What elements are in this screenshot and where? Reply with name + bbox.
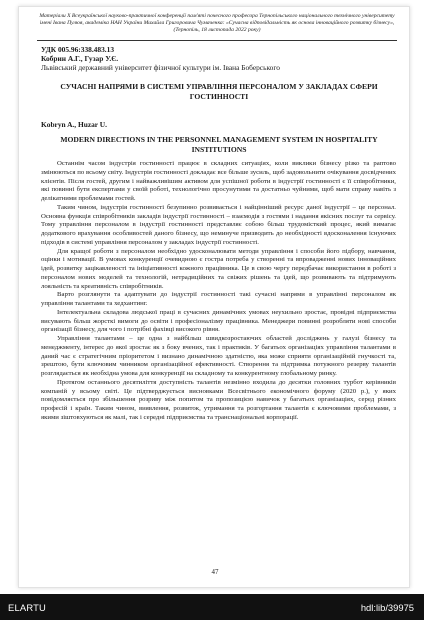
page-number: 47 bbox=[211, 568, 219, 576]
udc-code: УДК 005.96:338.483.13 bbox=[41, 45, 115, 54]
authors-ua: Кобрин А.Г., Гузар У.Є. bbox=[41, 54, 119, 64]
paragraph: Таким чином, індустрія гостинності безупинно розвивається і найцінніший ресурс даної індустрії – це персонал. Основна функція співробітників закладів індустрії гостинності – взаємодія з гостями і надання якісних послуг та сервісу. Тому управління персоналом в індустрії гостинності представляє собою більш трудомісткий процес, який вимагає додаткового врахування особливостей даного бізнесу, що неминуче призводить до необхідності вдосконалення існуючих підходів в системі управління персоналом у закладах індустрії гостинності. bbox=[41, 203, 396, 246]
paragraph: Варто розглянути та адаптувати до індустрії гостинності такі сучасні напрями в управлінні персоналом як управління талантами та хедхантинг. bbox=[41, 291, 396, 307]
title-ua: СУЧАСНІ НАПРЯМИ В СИСТЕМІ УПРАВЛІННЯ ПЕРСОНАЛОМ У ЗАКЛАДАХ СФЕРИ ГОСТИННОСТІ bbox=[60, 82, 378, 101]
paragraph: Протягом останнього десятиліття доступність талантів незмінно входила до десятки головних турбот керівників компаній у всьому світі. Це підтверджується висновками Всесвітнього економічного форуму (2020 р.), у яких повідомляється про збільшення розриву між попитом та пропозицією навичок у багатьох організаціях, серед різних професій і країн. Таким чином, виявлення, розвиток, утримання та розгортання талантів є ключовими проблемами, з якими зіштовхуються як малі, так і середні підприємства та транснаціональні корпорації. bbox=[41, 378, 396, 421]
paragraph: Управління талантами – це одна з найбільш швидкозростаючих областей досліджень у галузі бізнесу та менеджменту, інтерес до якої зростає як з боку вчених, так і практиків. У багатьох організаціях управління талантами в даний час є стратегічним пріоритетом і визнано динамічною здатністю, яка може сприяти організаційній гнучкості та, зрештою, бути ключовим чинником організаційної ефективності. Створення та підтримка потужного резерву талантів розглядається як необхідна умова для конкуренції на складному та конкурентному глобальному ринку. bbox=[41, 335, 396, 377]
repository-footer bbox=[0, 594, 424, 620]
header-divider bbox=[37, 40, 397, 41]
article-meta bbox=[41, 45, 396, 73]
affiliation: Львівський державний університет фізичної культури ім. Івана Боберського bbox=[41, 63, 280, 73]
paragraph: Для кращої роботи з персоналом необхідно удосконалювати методи управління і способи його підбору, навчання, оцінки і мотивації. В умовах конкуренції очевидною є гостра потреба у створенні та впровадженні нових інноваційних ідей, розвитку зацікавленості та ініціативності кожного працівника. Це в свою чергу передбачає використання в роботі з персоналом нових моделей та технологій, нетрадиційних та свіжих рішень та ідей, що розвивають та підтримують лояльність та креативність співробітників. bbox=[41, 247, 396, 290]
title-en: MODERN DIRECTIONS IN THE PERSONNEL MANAGEMENT SYSTEM IN HOSPITALITY INSTITUTIONS bbox=[60, 135, 378, 154]
paragraph: Останнім часом індустрія гостинності працює в складних ситуаціях, коли виклики бізнесу різко та раптово змінюються по всьому світу. Індустрія гостинності докладає все більше зусиль, щоб задовольнити очікування досвідчених клієнтів. Після гостей, другим і найважливішим активом для успішної роботи в індустрії гостинності є її співробітники, які повинні бути експертами у своїй роботі, технологічно просунутими та достатньо чуйними, щоб мати справу навіть з делікатними проблемами гостей. bbox=[41, 160, 396, 202]
document-page bbox=[18, 6, 410, 588]
article-body bbox=[41, 160, 396, 423]
authors-en: Kobryn A., Huzar U. bbox=[41, 120, 107, 129]
repository-name[interactable]: ELARTU bbox=[8, 602, 47, 613]
handle-link[interactable]: hdl:lib/39975 bbox=[360, 602, 414, 613]
conference-header: Матеріали X Всеукраїнської науково-практичної конференції пам'яті почесного професора Тернопільського національного технічного університету імені Івана Пулюя, академіка НАН України Михайла Григоровича Чумаченка: «Сучасна відповідальність як основа інноваційного розвитку бізнесу», (Тернопіль, 18 листопада 2022 року) bbox=[39, 13, 395, 34]
paragraph: Інтелектуальна складова людської праці в сучасних динамічних умовах неухильно зростає, провідні підприємства висувають більш жорсткі вимоги до освіти і професіоналізму працівника. Менеджери повинні розробляти нові способи організації бізнесу, для чого і потрібні фахівці високого рівня. bbox=[41, 308, 396, 334]
